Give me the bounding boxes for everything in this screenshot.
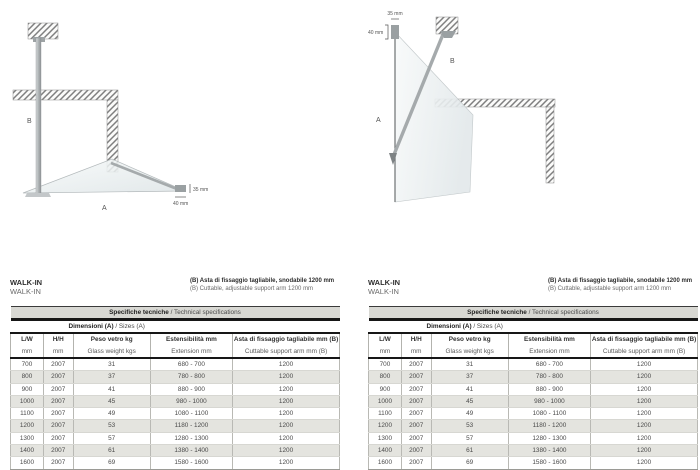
dimensions-subheader — [11, 320, 340, 334]
glass-panel — [23, 159, 185, 193]
table-cell: 2007 — [43, 432, 73, 444]
label-b: B — [450, 58, 455, 65]
table-cell: 880 - 900 — [150, 383, 232, 395]
table-cell: 1080 - 1100 — [150, 408, 232, 420]
table-cell: 1180 - 1200 — [150, 420, 232, 432]
table-cell: 1200 — [591, 395, 698, 407]
table-cell: 2007 — [43, 383, 73, 395]
table-cell: 1300 — [11, 432, 44, 444]
table-cell: 2007 — [43, 395, 73, 407]
col-arm: Asta di fissaggio tagliabile mm (B) — [233, 333, 340, 346]
table-row — [11, 408, 340, 420]
table-row — [369, 432, 698, 444]
diagram-ceiling-mount — [5, 5, 255, 240]
table-row — [11, 395, 340, 407]
product-title: WALK-IN — [368, 278, 401, 287]
table-cell: 2007 — [43, 358, 73, 371]
section-header-row — [11, 307, 340, 320]
dim-40-label: 40 mm — [368, 30, 384, 36]
spec-panel-left — [10, 278, 340, 470]
table-cell: 61 — [73, 445, 150, 457]
col-lw-unit: mm — [11, 346, 44, 358]
table-row — [11, 432, 340, 444]
table-row — [369, 420, 698, 432]
table-cell: 980 - 1000 — [508, 395, 590, 407]
note-line-english: (B) Cuttable, adjustable support arm 1200 mm — [548, 285, 672, 292]
table-cell: 1580 - 1600 — [508, 457, 590, 469]
table-cell: 41 — [73, 383, 150, 395]
spec-table-body — [11, 358, 340, 469]
table-cell: 1200 — [233, 420, 340, 432]
note-line-english: (B) Cuttable, adjustable support arm 1200 mm — [190, 285, 314, 292]
table-cell: 1200 — [11, 420, 44, 432]
table-cell: 900 — [369, 383, 402, 395]
col-arm-en: Cuttable support arm mm (B) — [233, 346, 340, 358]
dimensions-subheader-row — [11, 320, 340, 334]
table-row — [369, 457, 698, 469]
top-profile-block — [391, 25, 399, 39]
table-cell: 1100 — [11, 408, 44, 420]
table-cell: 1200 — [591, 457, 698, 469]
table-cell: 1200 — [233, 445, 340, 457]
table-row — [369, 445, 698, 457]
table-cell: 880 - 900 — [508, 383, 590, 395]
table-cell: 1200 — [233, 371, 340, 383]
col-hh-unit: mm — [43, 346, 73, 358]
support-arm-note — [190, 278, 340, 293]
col-lw: L/W — [369, 333, 402, 346]
table-row — [369, 395, 698, 407]
table-cell: 1200 — [591, 432, 698, 444]
section-header-rest: / Technical specifications — [168, 309, 241, 316]
spec-table — [10, 306, 340, 470]
dimensions-bold: Dimensioni (A) — [68, 323, 114, 330]
table-cell: 1400 — [369, 445, 402, 457]
table-cell: 780 - 800 — [508, 371, 590, 383]
table-cell: 1200 — [233, 408, 340, 420]
col-weight-en: Glass weight kgs — [431, 346, 508, 358]
spec-table — [368, 306, 698, 470]
table-cell: 780 - 800 — [150, 371, 232, 383]
table-cell: 2007 — [43, 408, 73, 420]
table-cell: 2007 — [43, 420, 73, 432]
table-cell: 2007 — [401, 420, 431, 432]
table-cell: 1200 — [591, 358, 698, 371]
table-cell: 57 — [431, 432, 508, 444]
table-cell: 900 — [11, 383, 44, 395]
support-arm-note — [548, 278, 698, 293]
col-extension: Estensibilità mm — [150, 333, 232, 346]
table-row — [11, 358, 340, 371]
table-cell: 1200 — [591, 445, 698, 457]
panel-header — [10, 278, 340, 306]
table-cell: 53 — [73, 420, 150, 432]
table-cell: 1200 — [233, 383, 340, 395]
wall-hatch-vertical — [546, 107, 554, 183]
col-weight-en: Glass weight kgs — [73, 346, 150, 358]
label-a: A — [102, 205, 107, 212]
table-cell: 49 — [431, 408, 508, 420]
col-arm: Asta di fissaggio tagliabile mm (B) — [591, 333, 698, 346]
label-a: A — [376, 117, 381, 124]
table-cell: 2007 — [401, 383, 431, 395]
table-row — [369, 383, 698, 395]
column-header-row-en — [11, 346, 340, 358]
section-header — [11, 307, 340, 320]
diagram-support-arm — [360, 5, 620, 240]
product-subtitle: WALK-IN — [10, 287, 41, 296]
table-cell: 37 — [431, 371, 508, 383]
section-header-rest: / Technical specifications — [526, 309, 599, 316]
table-cell: 31 — [73, 358, 150, 371]
col-arm-en: Cuttable support arm mm (B) — [591, 346, 698, 358]
table-cell: 1200 — [233, 358, 340, 371]
col-weight: Peso vetro kg — [431, 333, 508, 346]
table-cell: 1200 — [233, 432, 340, 444]
table-cell: 800 — [11, 371, 44, 383]
dim-40-bracket — [385, 25, 388, 39]
table-row — [11, 445, 340, 457]
dimensions-rest: / Sizes (A) — [113, 323, 145, 330]
table-cell: 2007 — [401, 395, 431, 407]
col-lw: L/W — [11, 333, 44, 346]
section-header-bold: Specifiche tecniche — [467, 309, 527, 316]
table-cell: 2007 — [43, 457, 73, 469]
table-cell: 1000 — [11, 395, 44, 407]
product-title: WALK-IN — [10, 278, 43, 287]
col-hh: H/H — [401, 333, 431, 346]
dimensions-subheader-row — [369, 320, 698, 334]
table-cell: 680 - 700 — [150, 358, 232, 371]
table-cell: 1380 - 1400 — [150, 445, 232, 457]
table-cell: 1200 — [591, 383, 698, 395]
table-cell: 700 — [369, 358, 402, 371]
table-cell: 980 - 1000 — [150, 395, 232, 407]
table-cell: 1000 — [369, 395, 402, 407]
col-weight: Peso vetro kg — [73, 333, 150, 346]
table-row — [369, 371, 698, 383]
section-header-row — [369, 307, 698, 320]
note-line-italian: (B) Asta di fissaggio tagliabile, snodabile 1200 mm — [548, 278, 693, 284]
table-cell: 31 — [431, 358, 508, 371]
section-header — [369, 307, 698, 320]
table-cell: 1380 - 1400 — [508, 445, 590, 457]
table-cell: 1200 — [233, 395, 340, 407]
table-cell: 2007 — [401, 371, 431, 383]
table-cell: 1280 - 1300 — [508, 432, 590, 444]
label-b: B — [27, 118, 32, 125]
note-line-italian: (B) Asta di fissaggio tagliabile, snodabile 1200 mm — [190, 278, 335, 284]
table-cell: 1280 - 1300 — [150, 432, 232, 444]
col-extension-en: Extension mm — [508, 346, 590, 358]
table-cell: 2007 — [401, 445, 431, 457]
table-row — [11, 383, 340, 395]
spec-table-body — [369, 358, 698, 469]
wall-hatch-horizontal — [13, 90, 118, 100]
table-cell: 2007 — [43, 445, 73, 457]
dimensions-rest: / Sizes (A) — [471, 323, 503, 330]
table-row — [369, 358, 698, 371]
table-cell: 1100 — [369, 408, 402, 420]
col-extension: Estensibilità mm — [508, 333, 590, 346]
table-cell: 1600 — [11, 457, 44, 469]
table-cell: 57 — [73, 432, 150, 444]
table-cell: 1200 — [591, 408, 698, 420]
panel-header — [368, 278, 698, 306]
table-cell: 61 — [431, 445, 508, 457]
dimensions-subheader — [369, 320, 698, 334]
table-cell: 1300 — [369, 432, 402, 444]
table-row — [369, 408, 698, 420]
table-cell: 1180 - 1200 — [508, 420, 590, 432]
table-cell: 680 - 700 — [508, 358, 590, 371]
column-header-row-it — [11, 333, 340, 346]
table-cell: 69 — [431, 457, 508, 469]
table-cell: 2007 — [401, 457, 431, 469]
table-cell: 1200 — [591, 371, 698, 383]
section-header-bold: Specifiche tecniche — [109, 309, 169, 316]
table-cell: 49 — [73, 408, 150, 420]
pole-foot — [25, 193, 51, 197]
table-row — [11, 420, 340, 432]
table-cell: 2007 — [401, 432, 431, 444]
col-lw-unit: mm — [369, 346, 402, 358]
table-cell: 1200 — [369, 420, 402, 432]
table-cell: 1200 — [591, 420, 698, 432]
table-cell: 2007 — [401, 358, 431, 371]
dim-40-label: 40 mm — [173, 201, 189, 207]
table-cell: 53 — [431, 420, 508, 432]
table-cell: 2007 — [401, 408, 431, 420]
table-row — [11, 371, 340, 383]
col-hh-unit: mm — [401, 346, 431, 358]
table-cell: 45 — [73, 395, 150, 407]
end-profile-block — [175, 185, 186, 192]
dim-35-label: 35 mm — [193, 187, 209, 193]
table-cell: 41 — [431, 383, 508, 395]
dim-35-label: 35 mm — [387, 11, 403, 17]
spec-panel-right — [368, 278, 698, 470]
table-cell: 69 — [73, 457, 150, 469]
table-cell: 1400 — [11, 445, 44, 457]
table-cell: 700 — [11, 358, 44, 371]
table-cell: 2007 — [43, 371, 73, 383]
table-cell: 1600 — [369, 457, 402, 469]
col-extension-en: Extension mm — [150, 346, 232, 358]
table-cell: 1200 — [233, 457, 340, 469]
support-pole — [36, 38, 41, 194]
table-cell: 1080 - 1100 — [508, 408, 590, 420]
column-header-row-it — [369, 333, 698, 346]
product-subtitle: WALK-IN — [368, 287, 399, 296]
table-row — [11, 457, 340, 469]
table-cell: 45 — [431, 395, 508, 407]
table-cell: 1580 - 1600 — [150, 457, 232, 469]
col-hh: H/H — [43, 333, 73, 346]
ceiling-hatch — [28, 23, 58, 39]
table-cell: 37 — [73, 371, 150, 383]
table-cell: 800 — [369, 371, 402, 383]
column-header-row-en — [369, 346, 698, 358]
dimensions-bold: Dimensioni (A) — [426, 323, 472, 330]
